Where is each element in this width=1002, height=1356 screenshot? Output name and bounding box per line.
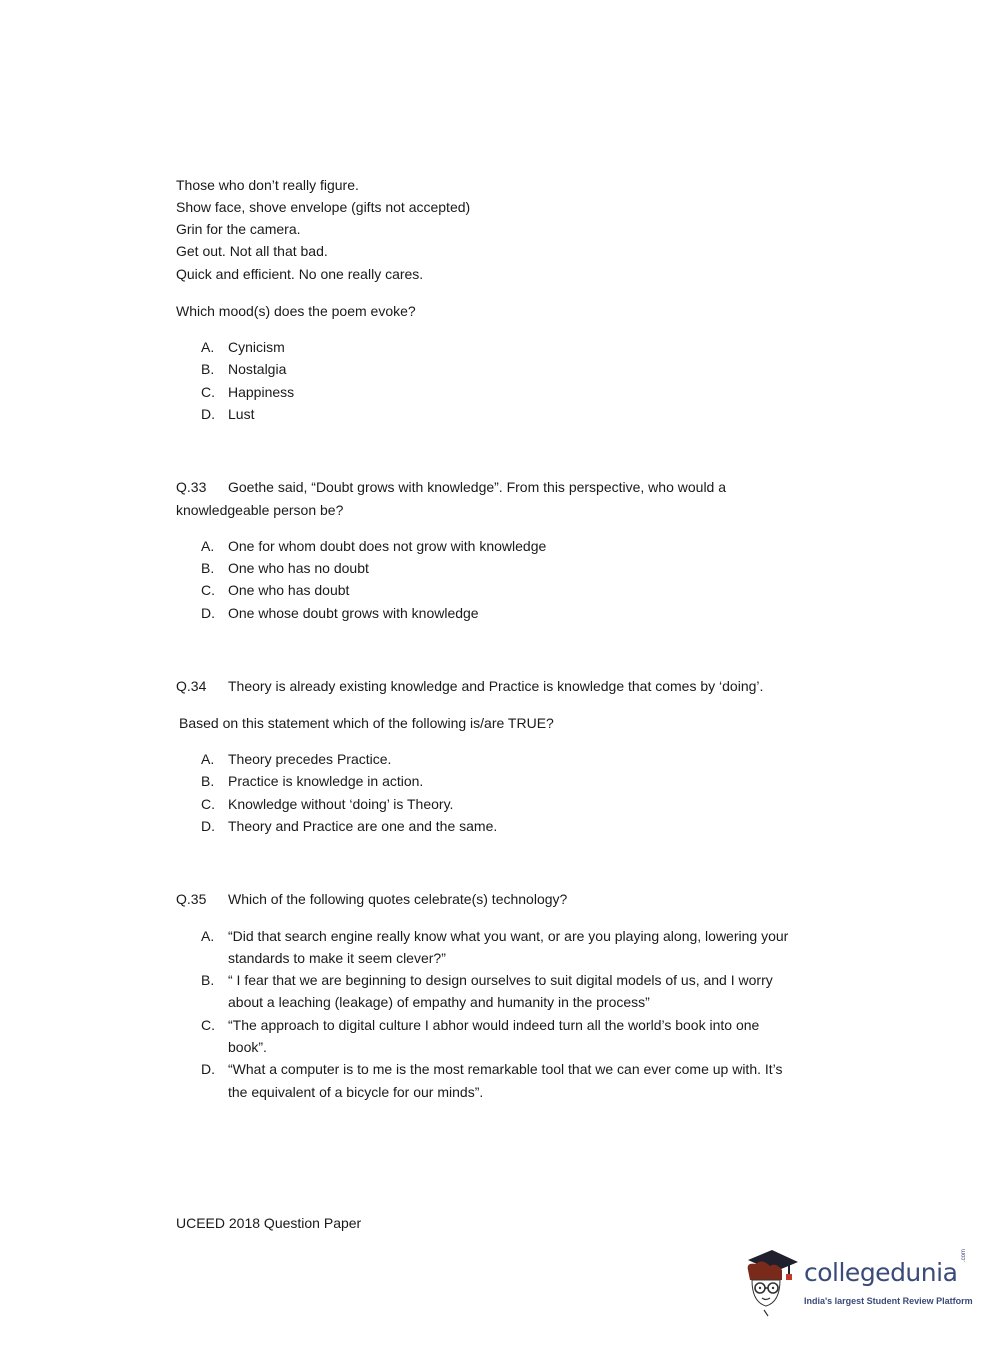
- q34-option-d: [201, 817, 497, 835]
- option-letter: C.: [201, 796, 215, 812]
- q34-question-line2: Based on this statement which of the following is/are TRUE?: [179, 715, 554, 731]
- q32-option-d: [201, 405, 254, 423]
- option-letter: B.: [201, 361, 215, 377]
- q35-option-c-letter: C.: [201, 1017, 215, 1033]
- q35-option-b-letter: B.: [201, 972, 215, 988]
- option-letter: B.: [201, 560, 215, 576]
- option-text: Theory and Practice are one and the same.: [228, 818, 498, 834]
- option-letter: D.: [201, 605, 215, 621]
- logo-wordmark: collegedunia: [804, 1258, 958, 1287]
- option-text: Lust: [228, 406, 255, 422]
- option-letter: D.: [201, 406, 215, 422]
- q34-option-b: [201, 772, 423, 790]
- option-text: One for whom doubt does not grow with knowledge: [228, 538, 547, 554]
- q32-option-b: [201, 360, 286, 378]
- q35-option-a-line2: standards to make it seem clever?”: [228, 950, 446, 966]
- q35-option-a-letter: A.: [201, 928, 215, 944]
- q35-option-d-letter: D.: [201, 1061, 215, 1077]
- option-text: Knowledge without ‘doing’ is Theory.: [228, 796, 454, 812]
- poem-line: Get out. Not all that bad.: [176, 243, 328, 259]
- option-text: One whose doubt grows with knowledge: [228, 605, 479, 621]
- q35-option-b-line1: “ I fear that we are beginning to design ourselves to suit digital models of us, and I worry: [228, 972, 773, 988]
- q35-option-a-line1: “Did that search engine really know what you want, or are you playing along, lowering your: [228, 928, 789, 944]
- q32-option-a: [201, 338, 285, 356]
- q33-question-line1: Goethe said, “Doubt grows with knowledge”. From this perspective, who would a: [228, 479, 727, 495]
- q34-option-a: [201, 750, 391, 768]
- option-text: Practice is knowledge in action.: [228, 773, 424, 789]
- footer-title: UCEED 2018 Question Paper: [176, 1215, 362, 1231]
- q33-question-line2: knowledgeable person be?: [176, 502, 344, 518]
- q32-option-c: [201, 383, 294, 401]
- option-letter: D.: [201, 818, 215, 834]
- q35-option-d-line2: the equivalent of a bicycle for our minds”.: [228, 1084, 484, 1100]
- option-letter: A.: [201, 339, 215, 355]
- q35-option-c-line2: book”.: [228, 1039, 267, 1055]
- q33-option-a: [201, 537, 546, 555]
- q35-number: Q.35: [176, 891, 207, 907]
- q33-option-c: [201, 581, 349, 599]
- option-text: One who has doubt: [228, 582, 350, 598]
- logo-tagline: India's largest Student Review Platform: [804, 1296, 973, 1306]
- q34-option-c: [201, 795, 453, 813]
- option-letter: B.: [201, 773, 215, 789]
- q35-option-b-line2: about a leaching (leakage) of empathy and humanity in the process”: [228, 994, 650, 1010]
- q33-option-b: [201, 559, 369, 577]
- q32-question: Which mood(s) does the poem evoke?: [176, 303, 416, 319]
- option-letter: C.: [201, 582, 215, 598]
- option-text: Theory precedes Practice.: [228, 751, 392, 767]
- poem-line: Quick and efficient. No one really cares.: [176, 266, 424, 282]
- option-letter: A.: [201, 538, 215, 554]
- poem-line: Show face, shove envelope (gifts not accepted): [176, 199, 471, 215]
- poem-line: Grin for the camera.: [176, 221, 301, 237]
- q35-option-c-line1: “The approach to digital culture I abhor would indeed turn all the world’s book into one: [228, 1017, 760, 1033]
- option-letter: C.: [201, 384, 215, 400]
- logo-domain: .com: [961, 1248, 967, 1262]
- q34-number: Q.34: [176, 678, 207, 694]
- q33-number: Q.33: [176, 479, 207, 495]
- q35-question: Which of the following quotes celebrate(s) technology?: [228, 891, 568, 907]
- option-text: Cynicism: [228, 339, 285, 355]
- mascot-graduate-icon: [742, 1250, 802, 1320]
- collegedunia-logo[interactable]: [742, 1250, 972, 1320]
- q35-option-d-line1: “What a computer is to me is the most remarkable tool that we can ever come up with. It’s: [228, 1061, 783, 1077]
- option-text: Happiness: [228, 384, 295, 400]
- q33-option-d: [201, 604, 479, 622]
- option-text: One who has no doubt: [228, 560, 369, 576]
- option-letter: A.: [201, 751, 215, 767]
- option-text: Nostalgia: [228, 361, 287, 377]
- poem-line: Those who don’t really figure.: [176, 177, 359, 193]
- q34-question-line1: Theory is already existing knowledge and Practice is knowledge that comes by ‘doing’.: [228, 678, 764, 694]
